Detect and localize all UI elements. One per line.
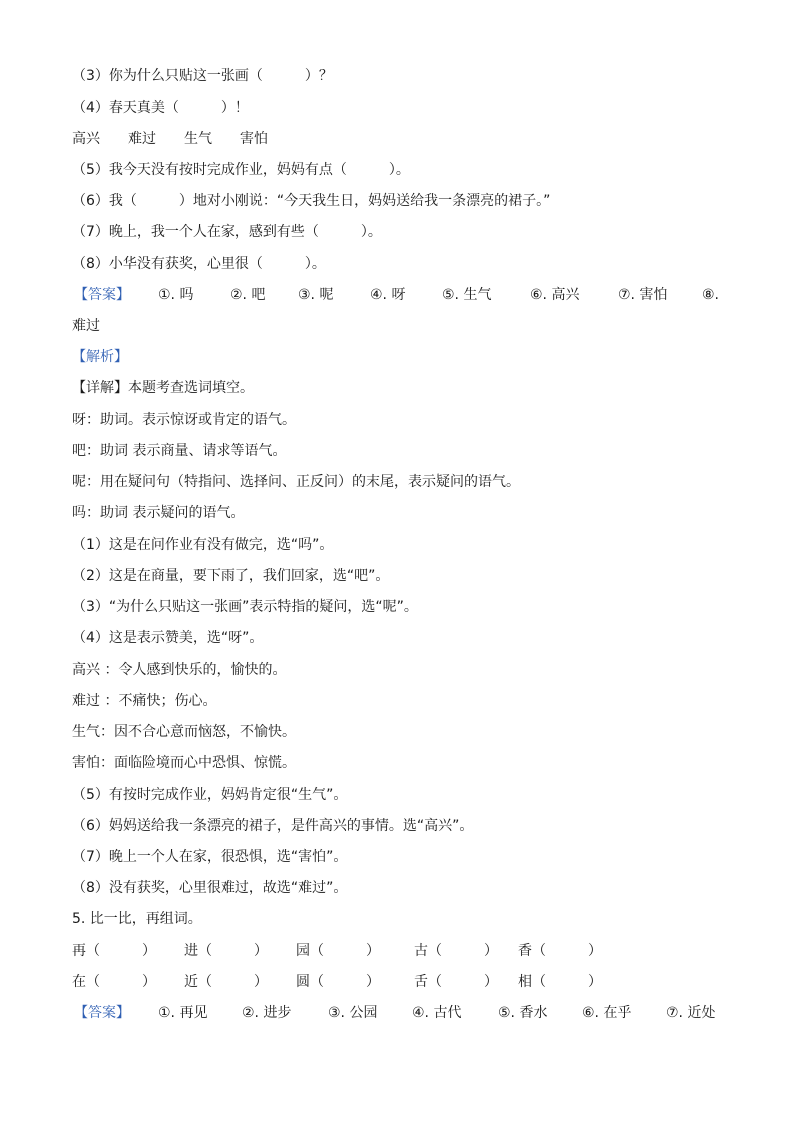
analysis-line: 吧：助词 表示商量、请求等语气。	[72, 443, 287, 459]
q5-cell: 舌（ ）	[414, 974, 498, 990]
q5-cell: 再（ ）	[72, 943, 156, 959]
answer-item: ⑥. 高兴	[530, 287, 580, 303]
answer-item: ⑤. 香水	[498, 1005, 548, 1021]
analysis-line: （3）“为什么只贴这一张画”表示特指的疑问，选“呢”。	[72, 599, 418, 615]
answer-item: ①. 吗	[158, 287, 194, 303]
analysis-line: （2）这是在商量，要下雨了，我们回家，选“吧”。	[72, 568, 390, 584]
q5-cell: 在（ ）	[72, 974, 156, 990]
answer-row-1	[72, 285, 732, 305]
answer-item: ⑤. 生气	[442, 287, 492, 303]
q5-row-1	[72, 941, 732, 961]
answer-item: ③. 公园	[328, 1005, 378, 1021]
question-5: （5）我今天没有按时完成作业，妈妈有点（ ）。	[72, 162, 410, 178]
answer-label: 【答案】	[74, 1005, 130, 1021]
answer-item: ⑧.	[702, 287, 720, 303]
answer-item: ③. 呢	[298, 287, 334, 303]
question-5-title: 5. 比一比，再组词。	[72, 911, 202, 927]
q5-row-2	[72, 972, 732, 992]
analysis-line: 难过 ：不痛快；伤心。	[72, 693, 217, 709]
answer-item: ⑦. 近处	[666, 1005, 716, 1021]
answer-row-2	[72, 1003, 732, 1023]
question-6: （6）我（ ）地对小刚说：“今天我生日，妈妈送给我一条漂亮的裙子。”	[72, 193, 551, 209]
question-7: （7）晚上，我一个人在家，感到有些（ ）。	[72, 224, 382, 240]
analysis-line: 【详解】本题考查选词填空。	[72, 380, 254, 396]
question-4: （4）春天真美（ ）！	[72, 100, 249, 116]
q5-cell: 古（ ）	[414, 943, 498, 959]
answer-item: ⑦. 害怕	[618, 287, 668, 303]
answer-item: ④. 呀	[370, 287, 406, 303]
answer-item: ⑥. 在乎	[582, 1005, 632, 1021]
analysis-line: （6）妈妈送给我一条漂亮的裙子，是件高兴的事情。选“高兴”。	[72, 818, 474, 834]
q5-cell: 相（ ）	[518, 974, 602, 990]
q5-cell: 圆（ ）	[296, 974, 380, 990]
analysis-line: （7）晚上一个人在家，很恐惧，选“害怕”。	[72, 849, 348, 865]
answer-wrap: 难过	[72, 318, 100, 334]
answer-item: ②. 进步	[242, 1005, 292, 1021]
question-3: （3）你为什么只贴这一张画（ ）？	[72, 68, 333, 84]
analysis-line: 害怕：面临险境而心中恐惧、惊慌。	[72, 755, 296, 771]
question-8: （8）小华没有获奖，心里很（ ）。	[72, 256, 326, 272]
analysis-line: 呢：用在疑问句（特指问、选择问、正反问）的末尾，表示疑问的语气。	[72, 474, 520, 490]
q5-cell: 进（ ）	[184, 943, 268, 959]
analysis-line: （5）有按时完成作业，妈妈肯定很“生气”。	[72, 787, 348, 803]
analysis-line: 吗：助词 表示疑问的语气。	[72, 505, 245, 521]
q5-cell: 园（ ）	[296, 943, 380, 959]
analysis-line: （1）这是在问作业有没有做完，选“吗”。	[72, 537, 334, 553]
q5-cell: 香（ ）	[518, 943, 602, 959]
q5-cell: 近（ ）	[184, 974, 268, 990]
answer-item: ②. 吧	[230, 287, 266, 303]
answer-label: 【答案】	[74, 287, 130, 303]
analysis-line: 呀：助词。表示惊讶或肯定的语气。	[72, 412, 296, 428]
analysis-label: 【解析】	[72, 349, 128, 365]
analysis-line: （4）这是表示赞美，选“呀”。	[72, 630, 264, 646]
analysis-line: 高兴 ：令人感到快乐的，愉快的。	[72, 662, 287, 678]
analysis-line: （8）没有获奖，心里很难过，故选“难过”。	[72, 880, 348, 896]
analysis-line: 生气：因不合心意而恼怒，不愉快。	[72, 724, 296, 740]
word-bank: 高兴 难过 生气 害怕	[72, 131, 268, 147]
answer-item: ④. 古代	[412, 1005, 462, 1021]
answer-item: ①. 再见	[158, 1005, 208, 1021]
